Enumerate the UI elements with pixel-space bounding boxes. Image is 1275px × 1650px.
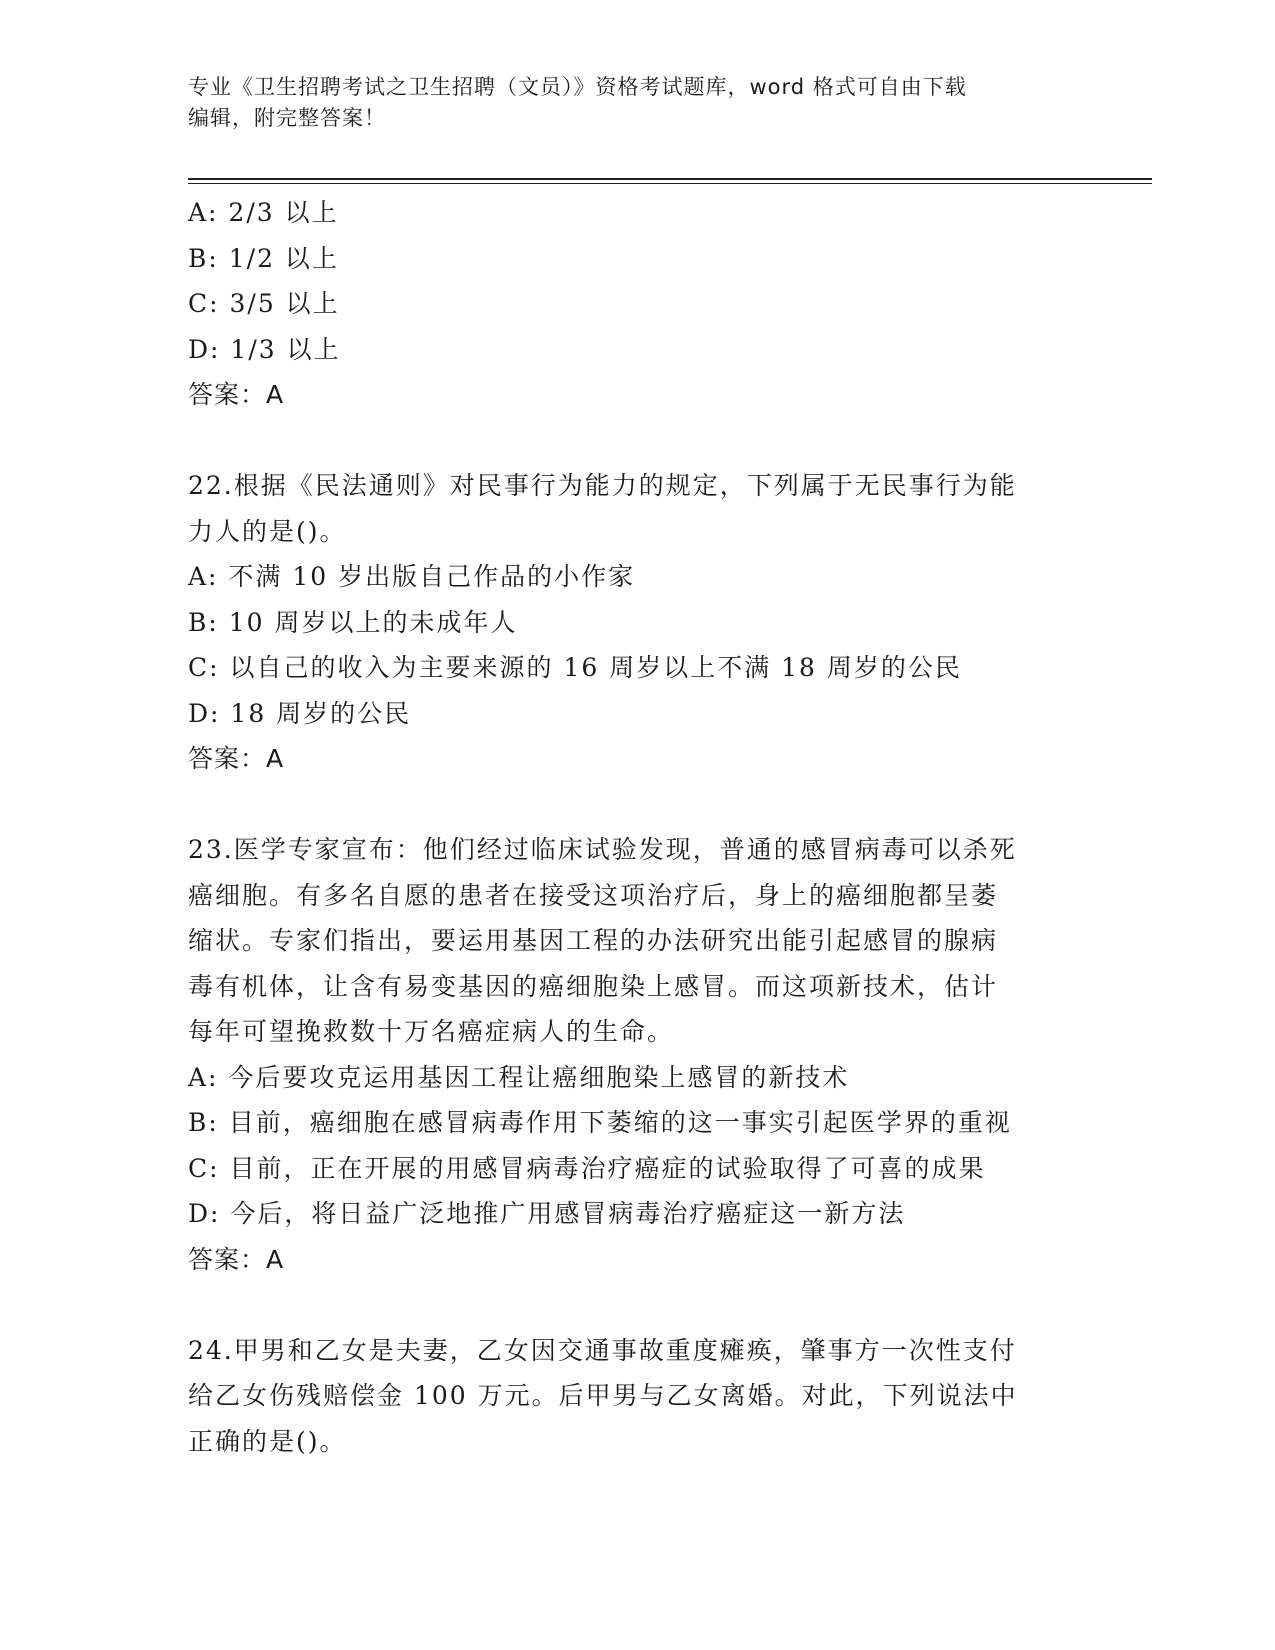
question-stem-line: 给乙女伤残赔偿金 100 万元。后甲男与乙女离婚。对此，下列说法中 (188, 1381, 1018, 1410)
option-a: A: 今后要攻克运用基因工程让癌细胞染上感冒的新技术 (188, 1062, 850, 1092)
question-stem-line: 22.根据《民法通则》对民事行为能力的规定，下列属于无民事行为能 (188, 471, 1017, 500)
question-stem-line: 每年可望挽救数十万名癌症病人的生命。 (188, 1017, 675, 1046)
question-21-block (188, 190, 1088, 418)
option-b: B: 10 周岁以上的未成年人 (188, 607, 518, 637)
answer-line: 答案：A (188, 1244, 285, 1274)
question-content (188, 190, 1088, 1464)
option-c: C: 以自己的收入为主要来源的 16 周岁以上不满 18 周岁的公民 (188, 653, 962, 682)
option-a: A: 2/3 以上 (188, 198, 339, 227)
option-d: D: 今后，将日益广泛地推广用感冒病毒治疗癌症这一新方法 (188, 1199, 906, 1228)
answer-line: 答案：A (188, 380, 285, 409)
option-a: A: 不满 10 岁出版自己作品的小作家 (188, 562, 636, 591)
option-c: C: 3/5 以上 (188, 289, 340, 318)
question-stem-line: 正确的是()。 (188, 1426, 347, 1456)
question-stem-line: 缩状。专家们指出，要运用基因工程的办法研究出能引起感冒的腺病 (188, 926, 999, 955)
spacer (188, 782, 1088, 828)
option-b: B: 目前，癌细胞在感冒病毒作用下萎缩的这一事实引起医学界的重视 (188, 1108, 1012, 1137)
answer-line: 答案：A (188, 744, 285, 773)
document-header (188, 72, 1088, 134)
spacer (188, 1282, 1088, 1328)
option-b: B: 1/2 以上 (188, 243, 339, 273)
question-stem-line: 24.甲男和乙女是夫妻，乙女因交通事故重度瘫痪，肇事方一次性支付 (188, 1335, 1017, 1365)
question-stem-line: 毒有机体，让含有易变基因的癌细胞染上感冒。而这项新技术，估计 (188, 971, 999, 1001)
question-stem-line: 力人的是()。 (188, 516, 347, 546)
header-rule-thin (188, 183, 1152, 184)
spacer (188, 418, 1088, 464)
question-stem-line: 23.医学专家宣布：他们经过临床试验发现，普通的感冒病毒可以杀死 (188, 835, 1017, 864)
option-d: D: 1/3 以上 (188, 334, 341, 364)
question-22-block (188, 463, 1088, 782)
option-c: C: 目前，正在开展的用感冒病毒治疗癌症的试验取得了可喜的成果 (188, 1153, 986, 1183)
header-line-2: 编辑，附完整答案！ (188, 106, 386, 130)
header-rule-thick (188, 178, 1152, 180)
option-d: D: 18 周岁的公民 (188, 698, 412, 728)
header-line-1: 专业《卫生招聘考试之卫生招聘（文员）》资格考试题库，word 格式可自由下载 (188, 75, 967, 99)
question-24-block (188, 1328, 1088, 1465)
question-stem-line: 癌细胞。有多名自愿的患者在接受这项治疗后，身上的癌细胞都呈萎 (188, 880, 999, 910)
question-23-block (188, 827, 1088, 1282)
